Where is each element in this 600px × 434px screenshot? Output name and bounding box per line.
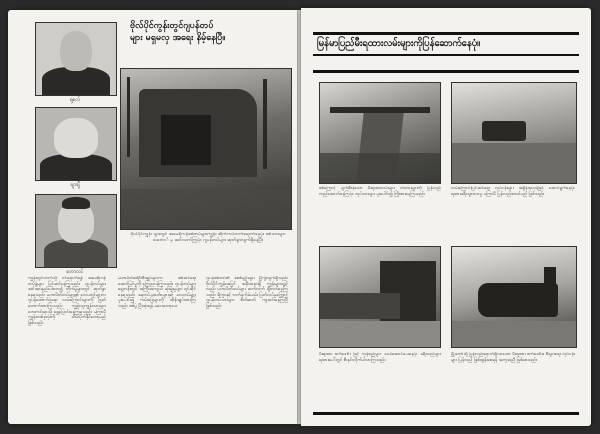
article-column: မဟာမိတ်စစ်ဦးစီးချုပ်များက စစ်ဆင်ရေး အောင်မြင်မှုကို ကြေညာခဲ့ကြသည်။ ဂျပန်တပ်များ ရှေ့တန်းတွင် အကြီးအကျယ် ဆုံးရှုံးမှုများ ရင်ဆိုင်နေရသည်။ ရေတပ်သင်္ဘောများနှင့် လေတပ်များ ပူးပေါင်း၍ ကမ်းခြေများကို ထိန်းချုပ်ထားကြသည်။ စစ်ပွဲ ပြီးဆုံးရန် မဝေးတော့ပေ။ (118, 276, 196, 309)
article-column: ကျွန်းတွင်းဘက်သို့ ဝင်ရောက်ရန် အမေရိကန် တပ်ဖွဲ့များ ပြင်ဆင်နေကြသည်။ ဂျပန်တပ်များ အင်အားနည်းပါးလာ၍ တိုက်ပွဲများတွင် ဆုတ်ခွာနေရသည်။ မဟာမိတ်တပ်များ၏ လေယာဉ်များက ဂျပန်ထောက်ပံ့ရေး လမ်းကြောင်းများကို ဖြတ်တောက်ထားကြသည်။ ကျွန်းသူကျွန်းသားများ ဘေးကင်းရာသို့ ရွှေ့ပြောင်းနေကြရသည်။ မကြာမီ ကျွန်းတစ်ခုလုံးကို သိမ်းပိုက်နိုင်တော့မည်ဖြစ်သည်။ (28, 276, 106, 326)
portrait-churchill (35, 107, 117, 181)
headline-line: များ မရှမလှ အရေး နိမ့်နေပြီ။ (130, 33, 226, 43)
photo-caption: ဗိုလ်ပိုင်ကျွန်း များတွင် အမေရိကန်စစ်တပ်များကျွန်း ဆိုက်ကပ်တက်ရောက်နေပုံ။ စစ်သားများ သဘောင်္ မှ ဆင်းသက်ကြပုံ။ ဂျပန်တပ်များ ဆုတ်ခွာလျက်ရှိနေပြီ။ (130, 232, 286, 243)
headline-rule-top (313, 32, 579, 35)
landing-ship-photo (120, 68, 292, 230)
left-page (8, 10, 297, 424)
page-title (130, 20, 290, 44)
section-rule (313, 70, 579, 73)
photo-caption: စစ်ကြောင့် ပျက်စီးခဲ့သော မီးရထားလမ်းများ တံတားများကို ပြန်လည်တည်ဆောက်နေကြပုံ။ လုပ်သားများ ပူးပေါင်း၍ ကြိုးစားနေကြသည်။ (319, 186, 441, 197)
photo-caption: မြို့တော်သို့ ပြန်လည်ရောက်ရှိလာသော မီးရထား စက်ခေါင်း။ စီးပွားရေး လုပ်ငန်းများ ပြန်လည် ဖြစ်ထွန်းစေရန် အကူအညီ ဖြစ်စေသည်။ (451, 352, 575, 363)
headline-line: ဗိုလ်ပိုင်ကွန်းတွင်ဂျပန်တပ် (130, 21, 214, 31)
portrait-caption: စတာလင် (66, 269, 84, 275)
page-title: မြန်မာပြည်မီးရထားလမ်းများကိုပြန်ဆောက်နေပုံ။ (317, 38, 481, 49)
locomotive-photo (451, 246, 577, 348)
headline-rule-bottom (313, 54, 579, 56)
photo-caption: မီးရထား စက်ခေါင်း ဖြင့် ကုန်စည်များ သယ်ဆောင်ပေးနေပုံ။ ခရီးသည်များ ရထားပေါ်တွင် စီးနင်းလိုက်ပါလာကြသည်။ (319, 352, 441, 363)
portrait-caption: ရု့စလ် (69, 97, 81, 103)
portrait-caption: ချာချီ (70, 182, 80, 188)
railway-bridge-photo (319, 82, 441, 184)
right-page (301, 8, 591, 426)
track-repair-photo (451, 82, 577, 184)
portrait-stalin (35, 194, 117, 268)
article-column: ဂျပန်စစ်တပ်၏ ခံစစ်မျဉ်းများ ပြိုကွဲလျက်ရှိသည်။ ဗိုလ်ပိုင်ကျွန်းအပြင် အနီးအနားရှိ ကျွန်းများတွင်လည်း မဟာမိတ်တပ်များ ဆက်လက် ချီတက်နေကြသည်။ ရိက္ခာနှင့် လက်နက်ခဲယမ်း ပြတ်လပ်မှုကြောင့် ဂျပန်တပ်သားများ စိတ်ဓာတ် ကျဆင်းနေကြပြီ ဖြစ်သည်။ (206, 276, 288, 309)
photo-caption: လမ်းကြောင်းပြင်ဆင်ရေး လုပ်ငန်းများ အရှိန်အဟုန်ဖြင့် ဆောင်ရွက်နေပုံ။ ရထားခရီးသွားလာမှု မကြာမီ ပြန်လည်စတင်မည် ဖြစ်သည်။ (451, 186, 575, 197)
portrait-roosevelt (35, 22, 117, 96)
footer-rule (313, 412, 579, 415)
loaded-train-photo (319, 246, 441, 348)
